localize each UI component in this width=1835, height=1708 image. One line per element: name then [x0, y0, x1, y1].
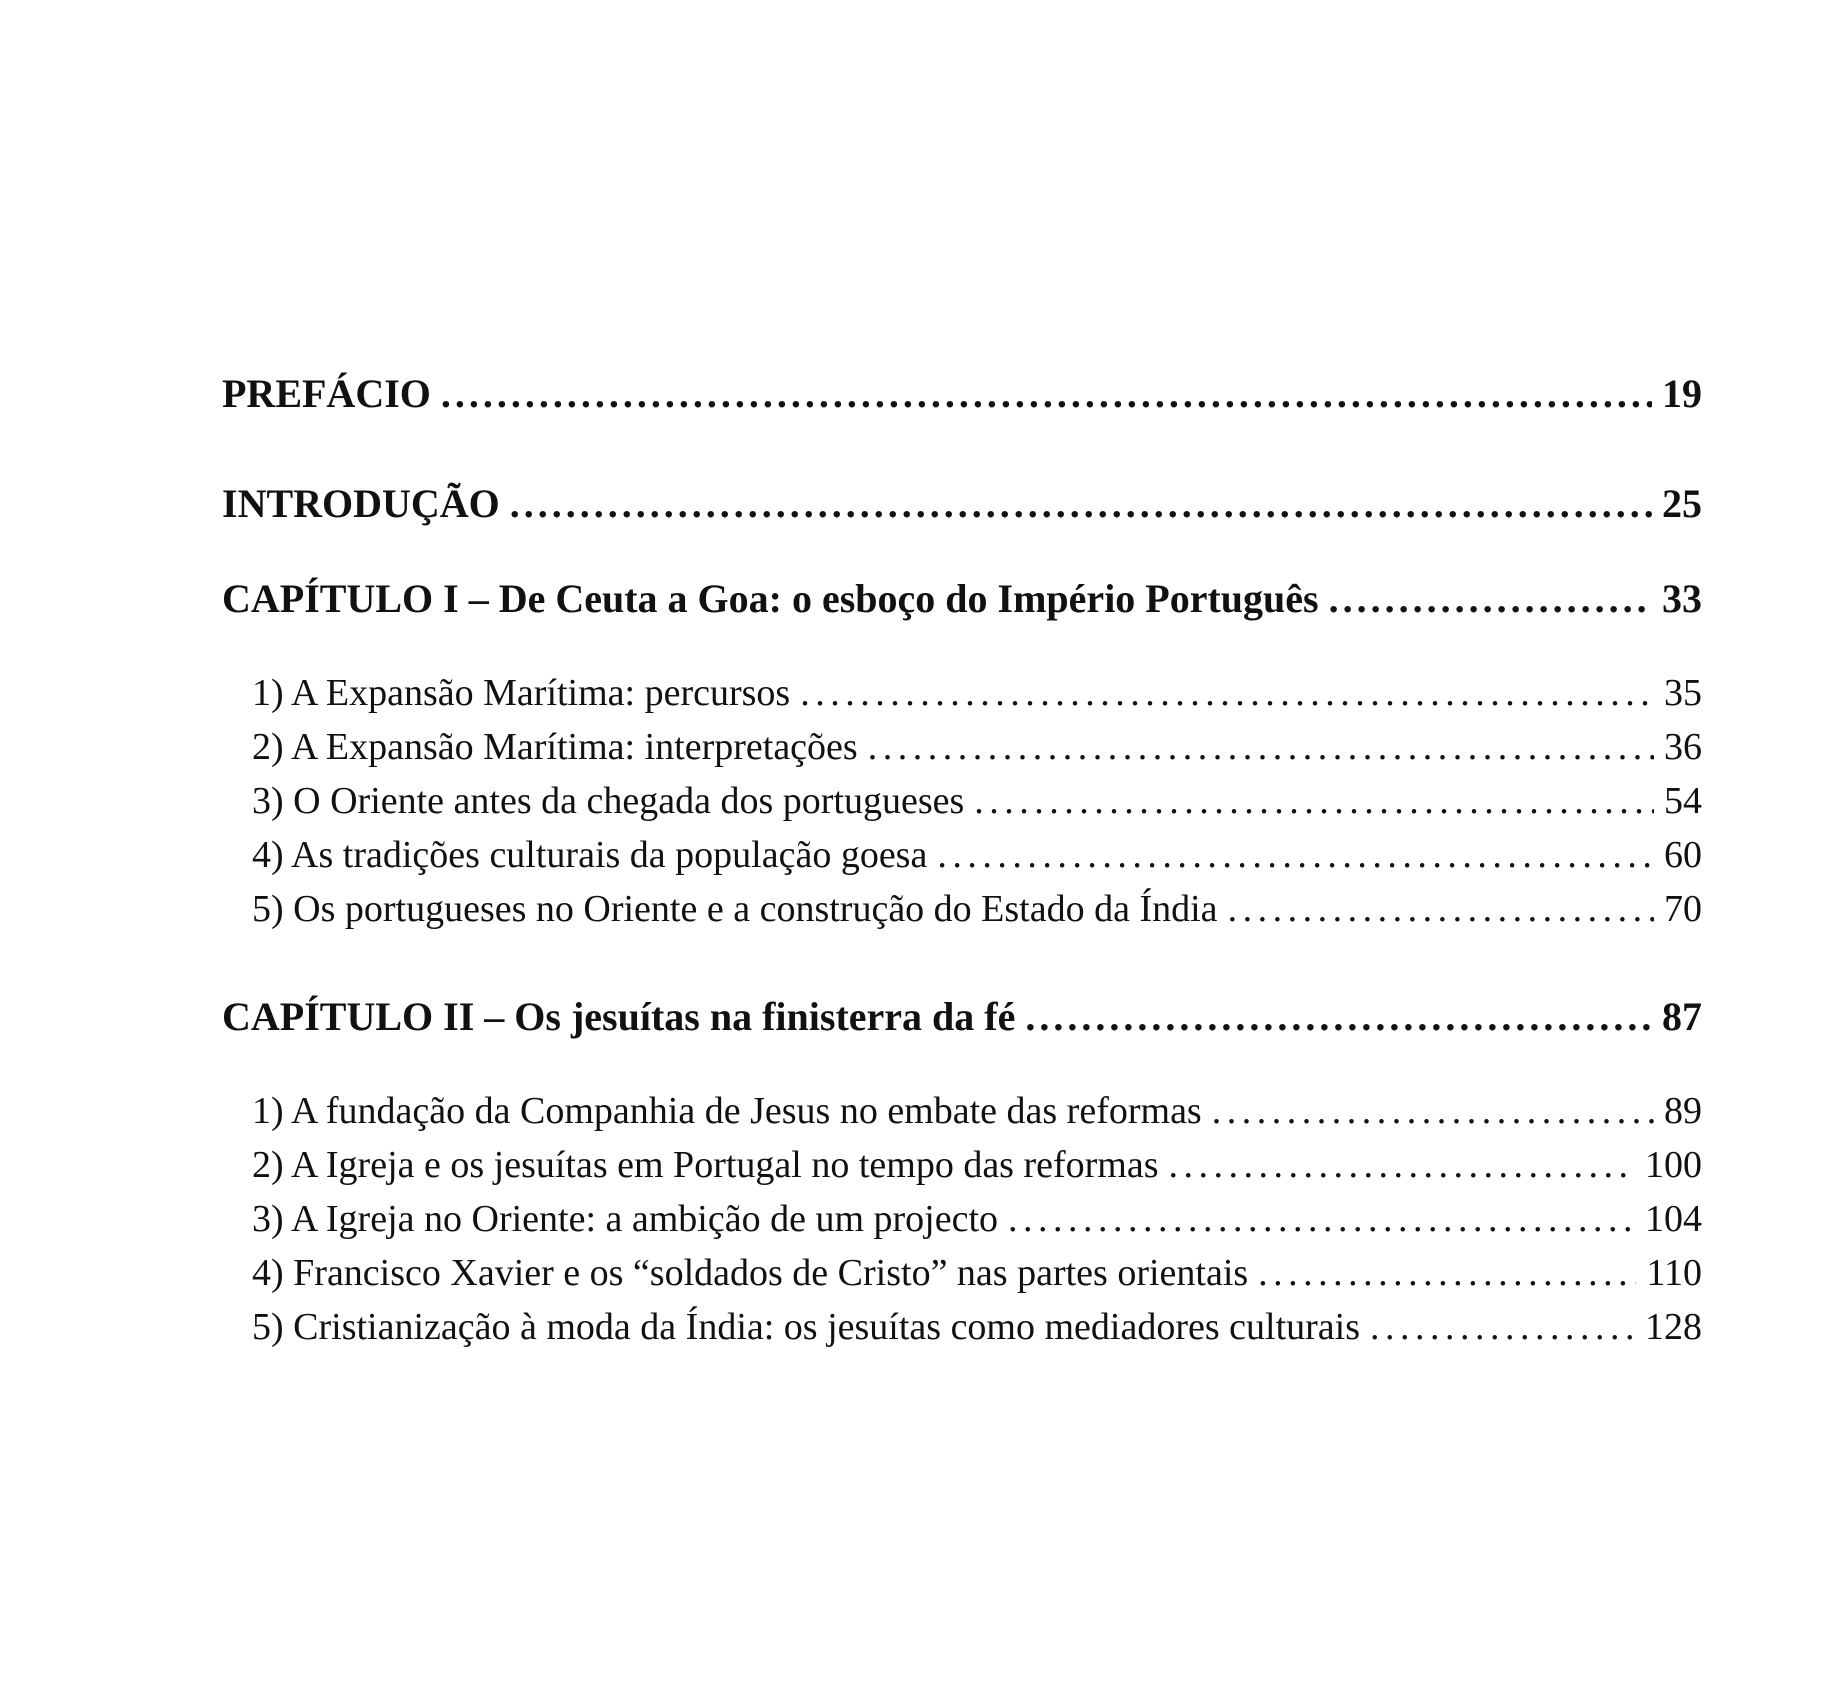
toc-entry-chapter-1 [222, 575, 1702, 623]
dot-leader [510, 480, 1652, 527]
toc-entry-introducao [222, 480, 1702, 528]
dot-leader [1008, 1197, 1635, 1241]
dot-leader [1169, 1143, 1635, 1187]
dot-leader [441, 370, 1652, 417]
toc-section-1-4 [222, 833, 1702, 887]
table-of-contents [222, 370, 1702, 1359]
entry-title: CAPÍTULO II – Os jesuítas na finisterra da fé [222, 994, 1016, 1039]
toc-entry-prefacio [222, 370, 1702, 418]
toc-section-2-3 [222, 1197, 1702, 1251]
entry-title: 5) Cristianização à moda da Índia: os jesuítas como mediadores culturais [252, 1306, 1360, 1348]
toc-section-2-4 [222, 1251, 1702, 1305]
dot-leader [1025, 993, 1652, 1040]
entry-title: 4) Francisco Xavier e os “soldados de Cristo” nas partes orientais [252, 1252, 1249, 1294]
entry-title: 2) A Expansão Marítima: interpretações [252, 726, 858, 768]
page-number: 33 [1662, 576, 1702, 621]
toc-section-2-2 [222, 1143, 1702, 1197]
entry-title: 5) Os portugueses no Oriente e a construção do Estado da Índia [252, 888, 1218, 930]
toc-section-2-5 [222, 1305, 1702, 1359]
toc-section-1-2 [222, 725, 1702, 779]
toc-section-1-5 [222, 887, 1702, 941]
dot-leader [1228, 887, 1654, 931]
page-number: 60 [1664, 834, 1702, 876]
toc-section-1-3 [222, 779, 1702, 833]
page-number: 104 [1645, 1198, 1702, 1240]
page-number: 70 [1664, 888, 1702, 930]
entry-title: CAPÍTULO I – De Ceuta a Goa: o esboço do Império Português [222, 576, 1319, 621]
dot-leader [937, 833, 1654, 877]
entry-title: 3) A Igreja no Oriente: a ambição de um projecto [252, 1198, 999, 1240]
toc-entry-chapter-2 [222, 993, 1702, 1041]
page-number: 128 [1645, 1306, 1702, 1348]
page-number: 36 [1664, 726, 1702, 768]
dot-leader [974, 779, 1654, 823]
dot-leader [1258, 1251, 1636, 1295]
page-number: 87 [1662, 994, 1702, 1039]
page-number: 89 [1664, 1090, 1702, 1132]
page-number: 35 [1664, 672, 1702, 714]
dot-leader [868, 725, 1654, 769]
entry-title: 1) A fundação da Companhia de Jesus no embate das reformas [252, 1090, 1202, 1132]
dot-leader [1212, 1089, 1654, 1133]
page-number: 19 [1662, 371, 1702, 416]
entry-title: 3) O Oriente antes da chegada dos portugueses [252, 780, 965, 822]
entry-title: PREFÁCIO [222, 371, 431, 416]
entry-title: 4) As tradições culturais da população goesa [252, 834, 928, 876]
dot-leader [800, 671, 1654, 715]
toc-section-2-1 [222, 1089, 1702, 1143]
dot-leader [1329, 575, 1652, 622]
page-number: 25 [1662, 481, 1702, 526]
page-number: 100 [1645, 1144, 1702, 1186]
page-number: 110 [1646, 1252, 1702, 1294]
entry-title: 2) A Igreja e os jesuítas em Portugal no tempo das reformas [252, 1144, 1159, 1186]
entry-title: INTRODUÇÃO [222, 481, 500, 526]
toc-section-1-1 [222, 671, 1702, 725]
dot-leader [1370, 1305, 1635, 1349]
page-number: 54 [1664, 780, 1702, 822]
entry-title: 1) A Expansão Marítima: percursos [252, 672, 791, 714]
